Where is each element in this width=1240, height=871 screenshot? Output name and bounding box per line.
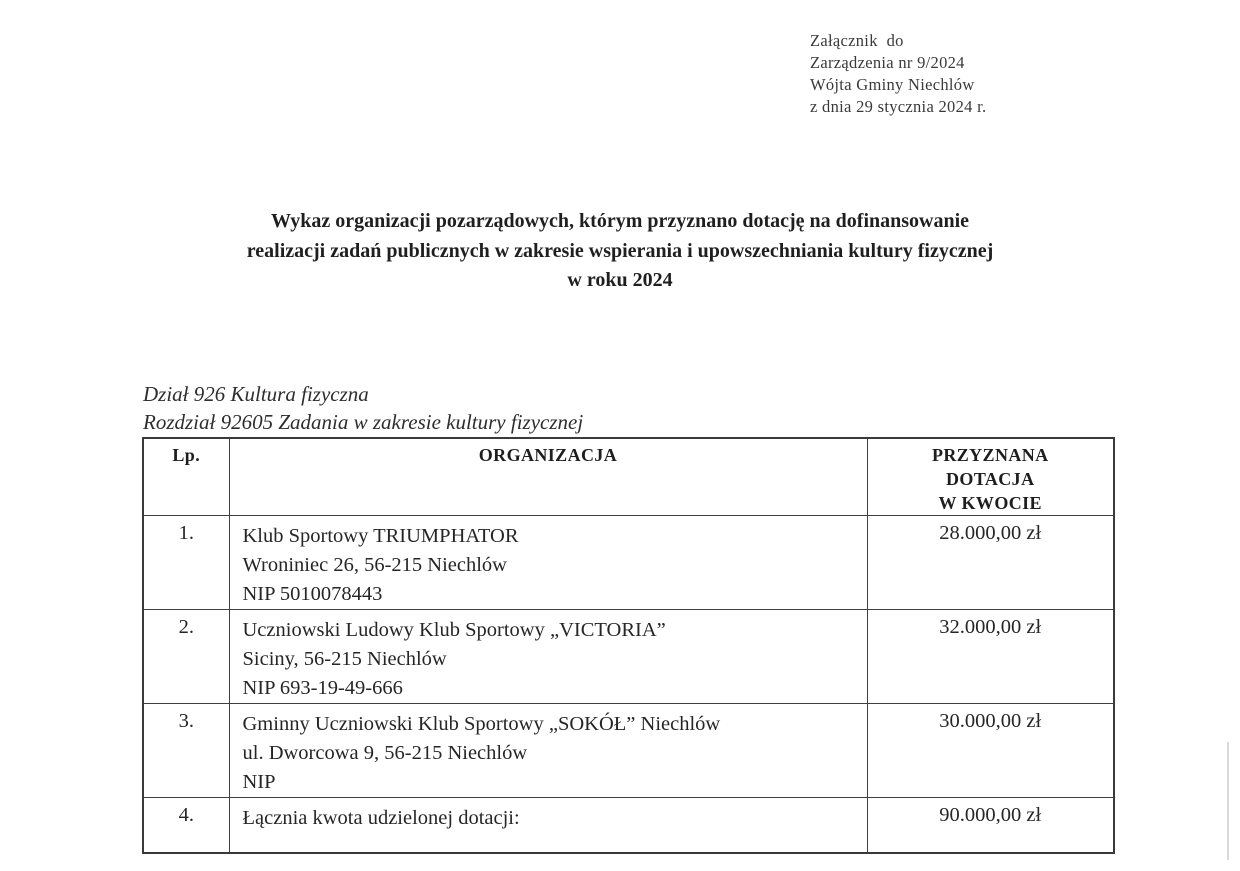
total-label: Łącznia kwota udzielonej dotacji: <box>242 807 520 829</box>
col-header-grant-line: PRZYZNANA <box>931 445 1049 465</box>
organization-nip: NIP <box>242 771 276 793</box>
table-row <box>143 704 1114 798</box>
organization-cell <box>229 610 867 704</box>
col-header-grant-line: W KWOCIE <box>938 493 1042 513</box>
col-header-grant <box>867 438 1114 516</box>
organization-name: Uczniowski Ludowy Klub Sportowy „VICTORIA” <box>242 619 666 641</box>
organization-nip: NIP 5010078443 <box>242 583 383 605</box>
col-header-organization: ORGANIZACJA <box>229 438 867 516</box>
attachment-note-line: Zarządzenia nr 9/2024 <box>810 53 965 72</box>
lp-cell: 3. <box>143 704 229 798</box>
document-title <box>70 207 1170 296</box>
total-label-cell <box>229 798 867 853</box>
table-row-total <box>143 798 1114 853</box>
attachment-note-line: z dnia 29 stycznia 2024 r. <box>810 97 987 116</box>
table-row <box>143 610 1114 704</box>
col-header-grant-line: DOTACJA <box>946 469 1035 489</box>
lp-cell: 1. <box>143 516 229 610</box>
lp-cell: 2. <box>143 610 229 704</box>
table-row <box>143 516 1114 610</box>
grants-table <box>142 437 1115 854</box>
col-header-lp: Lp. <box>143 438 229 516</box>
organization-cell <box>229 704 867 798</box>
title-line: w roku 2024 <box>567 269 673 291</box>
amount-cell: 32.000,00 zł <box>867 610 1114 704</box>
attachment-note <box>810 30 986 118</box>
section-heading-rozdzial: Rozdział 92605 Zadania w zakresie kultury fizycznej <box>143 409 584 434</box>
amount-cell: 28.000,00 zł <box>867 516 1114 610</box>
amount-cell: 30.000,00 zł <box>867 704 1114 798</box>
organization-cell <box>229 516 867 610</box>
attachment-note-line: Wójta Gminy Niechlów <box>810 75 975 94</box>
scan-artifact-line <box>1227 742 1229 860</box>
lp-cell: 4. <box>143 798 229 853</box>
title-line: realizacji zadań publicznych w zakresie wspierania i upowszechniania kultury fizycznej <box>246 239 994 262</box>
organization-nip: NIP 693-19-49-666 <box>242 677 403 699</box>
organization-address: ul. Dworcowa 9, 56-215 Niechlów <box>242 742 528 764</box>
attachment-note-line: Załącznik do <box>810 31 904 50</box>
amount-cell: 90.000,00 zł <box>867 798 1114 853</box>
organization-address: Wroniniec 26, 56-215 Niechlów <box>242 554 507 576</box>
table-header-row <box>143 438 1114 516</box>
organization-name: Klub Sportowy TRIUMPHATOR <box>242 525 519 547</box>
organization-address: Siciny, 56-215 Niechlów <box>242 648 447 670</box>
section-heading-dzial: Dział 926 Kultura fizyczna <box>143 382 369 406</box>
budget-section-headings <box>143 381 583 436</box>
organization-name: Gminny Uczniowski Klub Sportowy „SOKÓŁ” Niechlów <box>242 713 721 735</box>
title-line: Wykaz organizacji pozarządowych, którym przyznano dotację na dofinansowanie <box>270 210 970 232</box>
